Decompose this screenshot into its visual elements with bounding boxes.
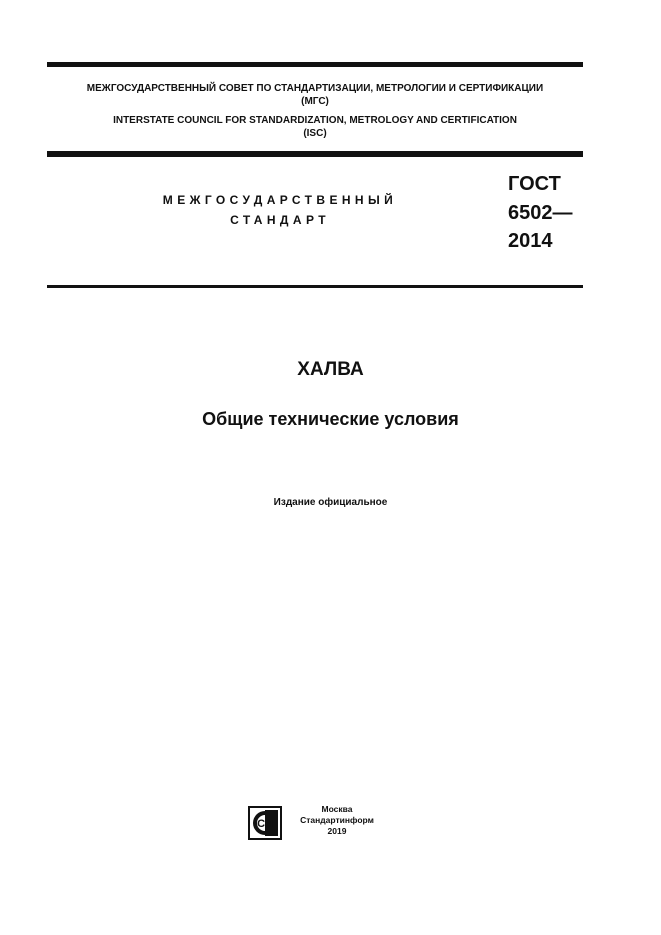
gost-label: ГОСТ — [508, 173, 561, 195]
document-title: ХАЛВА — [297, 359, 364, 380]
council-name-en: INTERSTATE COUNCIL FOR STANDARDIZATION, METROLOGY AND CERTIFICATION — [113, 115, 517, 126]
standard-type-line1: МЕЖГОСУДАРСТВЕННЫЙ — [162, 193, 398, 207]
publisher-name: Стандартинформ — [300, 815, 374, 825]
publisher-info — [292, 804, 382, 837]
gost-year: 2014 — [508, 230, 553, 252]
top-rule — [47, 62, 583, 67]
logo-text: СИ — [257, 818, 273, 830]
publisher-city: Москва — [321, 804, 353, 814]
document-subtitle: Общие технические условия — [202, 409, 459, 429]
council-name-ru: МЕЖГОСУДАРСТВЕННЫЙ СОВЕТ ПО СТАНДАРТИЗАЦИИ, МЕТРОЛОГИИ И СЕРТИФИКАЦИИ — [86, 83, 544, 94]
council-abbr-ru: (МГС) — [301, 96, 329, 107]
middle-rule — [47, 151, 583, 157]
gost-number: 6502— — [508, 202, 573, 224]
edition-note: Издание официальное — [273, 497, 388, 508]
publisher-block — [248, 804, 398, 840]
publication-year: 2019 — [327, 826, 347, 836]
bottom-rule — [47, 285, 583, 288]
council-abbr-en: (ISC) — [303, 128, 327, 139]
standartinform-logo-icon — [248, 806, 282, 840]
standard-type-line2: СТАНДАРТ — [230, 213, 330, 227]
